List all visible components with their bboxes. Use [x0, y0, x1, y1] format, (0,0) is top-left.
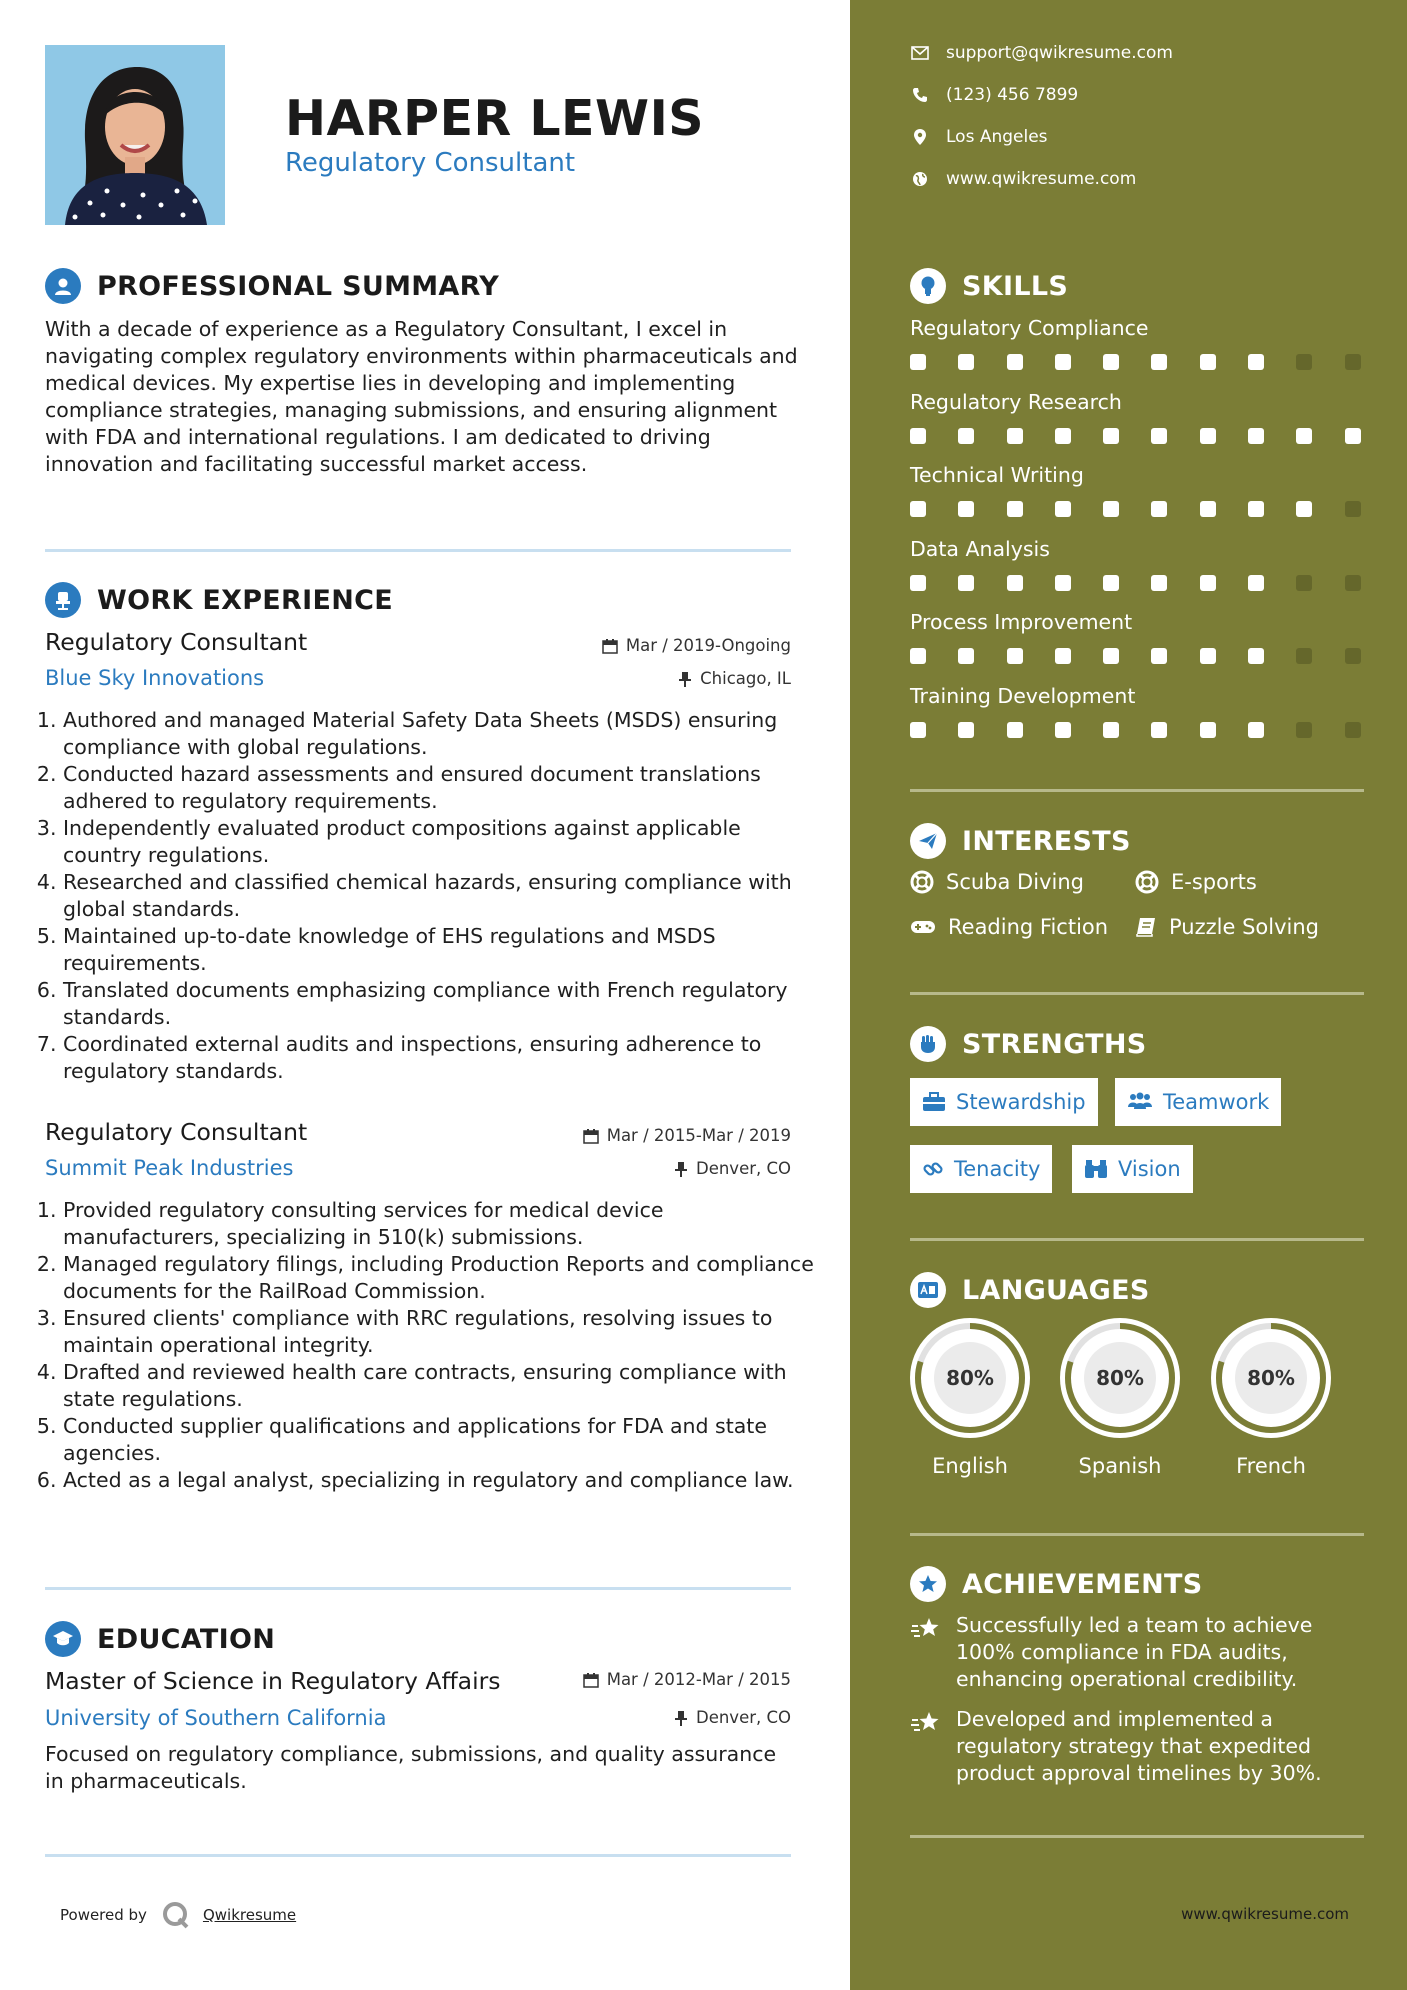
section-divider — [45, 1587, 791, 1590]
rating-dot-filled — [958, 575, 974, 591]
skill-rating — [910, 354, 1361, 370]
rating-dot-filled — [910, 354, 926, 370]
rating-dot-filled — [1248, 648, 1264, 664]
rating-dot-filled — [1248, 428, 1264, 444]
rating-dot-filled — [958, 428, 974, 444]
language-percent: 80% — [946, 1366, 994, 1390]
briefcase-icon — [922, 1092, 946, 1112]
rating-dot-empty — [1296, 354, 1312, 370]
duty-item: 3. Independently evaluated product compositions against applicable country regulations. — [63, 815, 823, 869]
strength-label: Teamwork — [1163, 1090, 1270, 1114]
job-location — [678, 669, 791, 688]
candidate-name: HARPER LEWIS — [285, 90, 705, 147]
rating-dot-filled — [1248, 501, 1264, 517]
strengths-heading — [910, 1026, 1147, 1062]
duty-item: 4. Researched and classified chemical hazards, ensuring compliance with global standards. — [63, 869, 823, 923]
rating-dot-filled — [958, 354, 974, 370]
rating-dot-filled — [1055, 501, 1071, 517]
rating-dot-empty — [1296, 722, 1312, 738]
duty-item: 3. Ensured clients' compliance with RRC regulations, resolving issues to maintain operational integrity. — [63, 1305, 823, 1359]
achievement-item — [910, 1706, 1340, 1787]
language-progress-ring — [1060, 1318, 1180, 1438]
lifebuoy-icon — [910, 870, 934, 894]
duty-item: 1. Authored and managed Material Safety Data Sheets (MSDS) ensuring compliance with global regulations. — [63, 707, 823, 761]
language-name: French — [1236, 1454, 1306, 1478]
job-company: Summit Peak Industries — [45, 1156, 294, 1180]
fist-icon — [910, 1026, 946, 1062]
interest-item — [1135, 915, 1319, 939]
summary-heading — [45, 268, 499, 304]
job-location-text: Chicago, IL — [700, 669, 791, 688]
sidebar-divider — [910, 1533, 1364, 1536]
pin-icon — [674, 1710, 688, 1726]
duty-item: 2. Managed regulatory filings, including Production Reports and compliance documents for the RailRoad Commission. — [63, 1251, 823, 1305]
rating-dot-filled — [1296, 428, 1312, 444]
lightbulb-icon — [910, 268, 946, 304]
interest-label: Puzzle Solving — [1169, 915, 1319, 939]
achievement-item — [910, 1612, 1340, 1693]
shooting-star-icon — [910, 1710, 942, 1736]
rating-dot-empty — [1296, 648, 1312, 664]
rating-dot-filled — [1007, 354, 1023, 370]
rating-dot-filled — [1007, 722, 1023, 738]
education-dates-text: Mar / 2012-Mar / 2015 — [606, 1670, 791, 1689]
rating-dot-filled — [1151, 501, 1167, 517]
language-progress-ring — [1211, 1318, 1331, 1438]
rating-dot-empty — [1345, 575, 1361, 591]
job-dates-text: Mar / 2019-Ongoing — [625, 636, 791, 655]
rating-dot-filled — [910, 648, 926, 664]
calendar-icon — [583, 1672, 599, 1688]
rating-dot-filled — [1103, 722, 1119, 738]
section-divider — [45, 549, 791, 552]
rating-dot-filled — [1151, 575, 1167, 591]
language-progress-ring — [910, 1318, 1030, 1438]
strengths-title: STRENGTHS — [962, 1028, 1147, 1060]
summary-text: With a decade of experience as a Regulatory Consultant, I excel in navigating complex regulatory environments within pharmaceuticals and medical devices. My expertise lies in developing and implementing compliance strategies, managing submissions, and ensuring alignment with FDA and international regulations. I am dedicated to driving innovation and facilitating successful market access. — [45, 317, 798, 476]
interest-item — [910, 915, 1108, 939]
duty-item: 7. Coordinated external audits and inspections, ensuring adherence to regulatory standards. — [63, 1031, 823, 1085]
skill-name: Training Development — [910, 683, 1136, 708]
rating-dot-filled — [1103, 501, 1119, 517]
achievements-heading — [910, 1566, 1203, 1602]
interest-label: Scuba Diving — [946, 870, 1084, 894]
skill-name: Data Analysis — [910, 536, 1050, 561]
rating-dot-filled — [958, 648, 974, 664]
rating-dot-filled — [1103, 648, 1119, 664]
rating-dot-filled — [1007, 428, 1023, 444]
rating-dot-empty — [1345, 354, 1361, 370]
rating-dot-filled — [910, 722, 926, 738]
skill-rating — [910, 722, 1361, 738]
rating-dot-filled — [1296, 501, 1312, 517]
lifebuoy-icon — [1135, 870, 1159, 894]
achievement-text: Developed and implemented a regulatory strategy that expedited product approval timelines by 30%. — [956, 1707, 1322, 1785]
rating-dot-empty — [1345, 501, 1361, 517]
rating-dot-filled — [1345, 428, 1361, 444]
rating-dot-filled — [1055, 648, 1071, 664]
rating-dot-empty — [1345, 722, 1361, 738]
degree-title: Master of Science in Regulatory Affairs — [45, 1667, 501, 1695]
rating-dot-filled — [1248, 575, 1264, 591]
rating-dot-empty — [1296, 575, 1312, 591]
education-description: Focused on regulatory compliance, submissions, and quality assurance in pharmaceuticals. — [45, 1742, 777, 1793]
powered-by — [60, 1900, 296, 1930]
skill-name: Regulatory Research — [910, 389, 1122, 414]
job-title: Regulatory Consultant — [45, 1118, 308, 1146]
strength-label: Vision — [1118, 1157, 1181, 1181]
rating-dot-filled — [958, 722, 974, 738]
job-dates — [583, 1126, 791, 1145]
rating-dot-filled — [1055, 575, 1071, 591]
job-dates — [602, 636, 791, 655]
strength-chip — [910, 1145, 1052, 1193]
skills-heading — [910, 268, 1068, 304]
sidebar-divider — [910, 1238, 1364, 1241]
job-location — [674, 1159, 791, 1178]
contact-email[interactable] — [910, 43, 1173, 63]
rating-dot-filled — [1248, 722, 1264, 738]
globe-icon — [912, 171, 928, 187]
link-icon — [922, 1158, 944, 1180]
skills-title: SKILLS — [962, 270, 1069, 302]
rating-dot-filled — [1248, 354, 1264, 370]
pin-icon — [674, 1161, 688, 1177]
duty-item: 5. Maintained up-to-date knowledge of EHS regulations and MSDS requirements. — [63, 923, 823, 977]
skill-name: Process Improvement — [910, 610, 1133, 634]
rating-dot-filled — [1007, 648, 1023, 664]
job-duties — [43, 1197, 823, 1494]
skill-name: Technical Writing — [910, 463, 1084, 487]
sidebar-divider — [910, 789, 1364, 792]
powered-by-label: Powered by — [60, 1906, 147, 1924]
job-duties — [43, 707, 823, 1085]
user-icon — [45, 268, 81, 304]
education-dates — [583, 1670, 791, 1689]
duty-item: 1. Provided regulatory consulting services for medical device manufacturers, specializing in 510(k) submissions. — [63, 1197, 823, 1251]
interest-label: E-sports — [1171, 870, 1257, 894]
language-percent: 80% — [1096, 1366, 1144, 1390]
language-item — [910, 1318, 1030, 1478]
calendar-icon — [583, 1128, 599, 1144]
rating-dot-filled — [1103, 428, 1119, 444]
rating-dot-filled — [1103, 354, 1119, 370]
contact-phone-text: (123) 456 7899 — [946, 85, 1079, 105]
envelope-icon — [911, 46, 929, 60]
rating-dot-filled — [910, 428, 926, 444]
rating-dot-filled — [1055, 428, 1071, 444]
pin-icon — [678, 671, 692, 687]
interest-item — [1135, 870, 1257, 894]
contact-website-text: www.qwikresume.com — [946, 169, 1137, 189]
rating-dot-filled — [1200, 575, 1216, 591]
skill-rating — [910, 648, 1361, 664]
rating-dot-filled — [1007, 575, 1023, 591]
contact-phone[interactable] — [910, 85, 1078, 105]
interest-item — [910, 870, 1084, 894]
rating-dot-filled — [1200, 722, 1216, 738]
skill-rating — [910, 575, 1361, 591]
language-percent: 80% — [1247, 1366, 1295, 1390]
languages-heading — [910, 1272, 1150, 1308]
education-location-text: Denver, CO — [695, 1708, 791, 1727]
rating-dot-filled — [1151, 428, 1167, 444]
map-pin-icon — [914, 129, 926, 145]
strength-chip — [1115, 1078, 1281, 1126]
skill-rating — [910, 428, 1361, 444]
phone-icon — [912, 87, 928, 103]
users-icon — [1127, 1092, 1153, 1112]
job-title: Regulatory Consultant — [45, 628, 308, 656]
language-item — [1211, 1318, 1331, 1478]
star-badge-icon — [910, 1566, 946, 1602]
duty-item: 5. Conducted supplier qualifications and applications for FDA and state agencies. — [63, 1413, 823, 1467]
rating-dot-filled — [910, 575, 926, 591]
contact-location — [910, 127, 1048, 147]
contact-email-text: support@qwikresume.com — [946, 43, 1173, 63]
rating-dot-filled — [1007, 501, 1023, 517]
qwikresume-logo-icon — [161, 1900, 191, 1930]
language-name: Spanish — [1078, 1454, 1162, 1478]
contact-location-text: Los Angeles — [946, 127, 1048, 147]
school-name: University of Southern California — [45, 1706, 387, 1730]
translate-icon — [910, 1272, 946, 1308]
rating-dot-filled — [910, 501, 926, 517]
candidate-role: Regulatory Consultant — [285, 148, 576, 178]
book-icon — [1135, 916, 1157, 938]
rating-dot-filled — [1055, 722, 1071, 738]
rating-dot-filled — [1055, 354, 1071, 370]
duty-item: 6. Translated documents emphasizing compliance with French regulatory standards. — [63, 977, 823, 1031]
contact-website[interactable] — [910, 169, 1136, 189]
rating-dot-filled — [1200, 354, 1216, 370]
rating-dot-filled — [1151, 648, 1167, 664]
rating-dot-filled — [1103, 575, 1119, 591]
education-location — [674, 1708, 791, 1727]
strength-label: Stewardship — [956, 1090, 1086, 1114]
skill-name: Regulatory Compliance — [910, 316, 1149, 340]
skill-rating — [910, 501, 1361, 517]
achievement-text: Successfully led a team to achieve 100% compliance in FDA audits, enhancing operational credibility. — [956, 1613, 1313, 1691]
shooting-star-icon — [910, 1616, 942, 1642]
rating-dot-filled — [1200, 428, 1216, 444]
brand-link[interactable]: Qwikresume — [202, 1906, 297, 1924]
strength-chip — [1072, 1145, 1193, 1193]
education-heading — [45, 1621, 275, 1657]
graduation-cap-icon — [45, 1621, 81, 1657]
rating-dot-filled — [1200, 501, 1216, 517]
interests-title: INTERESTS — [962, 825, 1131, 857]
job-location-text: Denver, CO — [695, 1159, 791, 1178]
job-dates-text: Mar / 2015-Mar / 2019 — [606, 1126, 791, 1145]
strength-chip — [910, 1078, 1098, 1126]
duty-item: 6. Acted as a legal analyst, specializing in regulatory and compliance law. — [63, 1467, 823, 1494]
rating-dot-filled — [958, 501, 974, 517]
profile-photo — [45, 45, 225, 225]
experience-heading — [45, 582, 393, 618]
calendar-icon — [602, 638, 618, 654]
duty-item: 2. Conducted hazard assessments and ensured document translations adhered to regulatory requirements. — [63, 761, 823, 815]
achievements-title: ACHIEVEMENTS — [962, 1568, 1203, 1600]
interest-label: Reading Fiction — [948, 915, 1109, 939]
sidebar-divider — [910, 1835, 1364, 1838]
interests-heading — [910, 823, 1131, 859]
sidebar-divider — [910, 992, 1364, 995]
job-company: Blue Sky Innovations — [45, 666, 265, 690]
duty-item: 4. Drafted and reviewed health care contracts, ensuring compliance with state regulations. — [63, 1359, 823, 1413]
language-name: English — [932, 1454, 1008, 1478]
paper-plane-icon — [910, 823, 946, 859]
gamepad-icon — [910, 918, 936, 936]
summary-title: PROFESSIONAL SUMMARY — [97, 270, 500, 302]
languages-title: LANGUAGES — [962, 1274, 1150, 1306]
rating-dot-filled — [1151, 722, 1167, 738]
section-divider — [45, 1854, 791, 1857]
language-item — [1060, 1318, 1180, 1478]
footer-website[interactable]: www.qwikresume.com — [1181, 1905, 1349, 1923]
education-title: EDUCATION — [97, 1623, 276, 1655]
rating-dot-empty — [1345, 648, 1361, 664]
binoculars-icon — [1084, 1158, 1108, 1180]
rating-dot-filled — [1200, 648, 1216, 664]
experience-title: WORK EXPERIENCE — [97, 584, 393, 616]
rating-dot-filled — [1151, 354, 1167, 370]
strength-label: Tenacity — [954, 1157, 1041, 1181]
briefcase-chair-icon — [45, 582, 81, 618]
